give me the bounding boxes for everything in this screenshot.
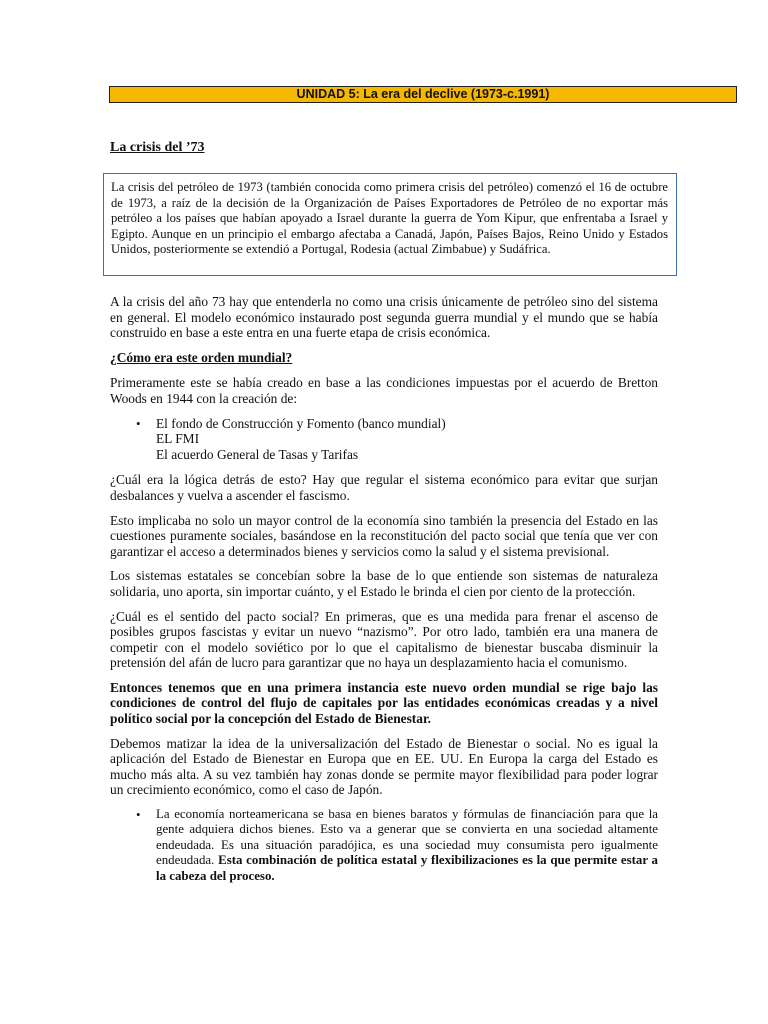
- info-box: La crisis del petróleo de 1973 (también conocida como primera crisis del petróleo) comenzó el 16 de octubre de 1973, a raíz de la decisión de la Organización de Países Exportadores de Petróleo de no exportar más petróleo a los países que habían apoyado a Israel durante la guerra de Yom Kipur, que enfrentaba a Israel y Egipto. Aunque en un principio el embargo afectaba a Canadá, Japón, Países Bajos, Reino Unido y Estados Unidos, posteriormente se extendió a Portugal, Rodesia (actual Zimbabue) y Sudáfrica.: [103, 173, 677, 276]
- section-title: La crisis del ’73: [110, 140, 205, 155]
- paragraph-3: ¿Cuál era la lógica detrás de esto? Hay que regular el sistema económico para evitar que surjan desbalances y vuelva a ascender el fascismo.: [110, 472, 658, 503]
- list-item: [136, 807, 658, 884]
- paragraph-4: Esto implicaba no solo un mayor control de la economía sino también la presencia del Estado en las cuestiones puramente sociales, basándose en la reconstitución del pacto social que tenía que ver con garantizar el acceso a determinados bienes y servicios como la salud y el sistema previsional.: [110, 512, 658, 559]
- usa-economy-list: [110, 807, 658, 884]
- list-text-bold: Esta combinación de política estatal y flexibilizaciones es la que permite estar a la cabeza del proceso.: [156, 853, 658, 883]
- list-line: El fondo de Construcción y Fomento (banco mundial): [156, 415, 446, 431]
- paragraph-1: A la crisis del año 73 hay que entenderla no como una crisis únicamente de petróleo sino del sistema en general. El modelo económico instaurado post segunda guerra mundial y el mundo que se había construido en base a este entra en una fuerte etapa de crisis económica.: [110, 294, 658, 341]
- bullet-icon: •: [136, 807, 141, 823]
- list-text: La economía norteamericana se basa en bienes baratos y fórmulas de financiación para que la gente adquiera dichos bienes. Esto va a generar que se convierta en una sociedad altamente endeudada. Es una situación paradójica, es una sociedad muy consumista pero igualmente endeudada.: [156, 807, 658, 868]
- paragraph-2: Primeramente este se había creado en base a las condiciones impuestas por el acuerdo de Bretton Woods en 1944 con la creación de:: [110, 375, 658, 406]
- unit-banner: UNIDAD 5: La era del declive (1973-c.1991): [109, 86, 737, 103]
- paragraph-8: Debemos matizar la idea de la universalización del Estado de Bienestar o social. No es igual la aplicación del Estado de Bienestar en Europa que en EE. UU. En Europa la carga del Estado es mucho más alta. A su vez también hay zonas donde se permite mayor flexibilidad para poder lograr un crecimiento económico, como el caso de Japón.: [110, 735, 658, 798]
- document-body: [110, 294, 658, 884]
- paragraph-5: Los sistemas estatales se concebían sobre la base de lo que entiende son sistemas de naturaleza solidaria, uno aporta, sin importar cuánto, y el Estado le brinda el cien por ciento de la protección.: [110, 568, 658, 599]
- bullet-icon: •: [136, 415, 141, 431]
- list-line: EL FMI: [156, 431, 200, 447]
- list-item: [136, 415, 658, 463]
- list-line: El acuerdo General de Tasas y Tarifas: [156, 446, 359, 462]
- institutions-list: [110, 416, 658, 463]
- heading-orden-mundial: ¿Cómo era este orden mundial?: [110, 349, 293, 365]
- paragraph-7-bold: Entonces tenemos que en una primera instancia este nuevo orden mundial se rige bajo las condiciones de control del flujo de capitales por las entidades económicas creadas y a nivel político social por la concepción del Estado de Bienestar.: [110, 679, 658, 727]
- paragraph-6: ¿Cuál es el sentido del pacto social? En primeras, que es una medida para frenar el ascenso de posibles grupos fascistas y evitar un nuevo “nazismo”. Por otro lado, también era una manera de competir con el modelo soviético por lo que el capitalismo de bienestar buscaba disminuir la pretensión del afán de lucro para garantizar que no haya un desplazamiento hacia el comunismo.: [110, 608, 658, 671]
